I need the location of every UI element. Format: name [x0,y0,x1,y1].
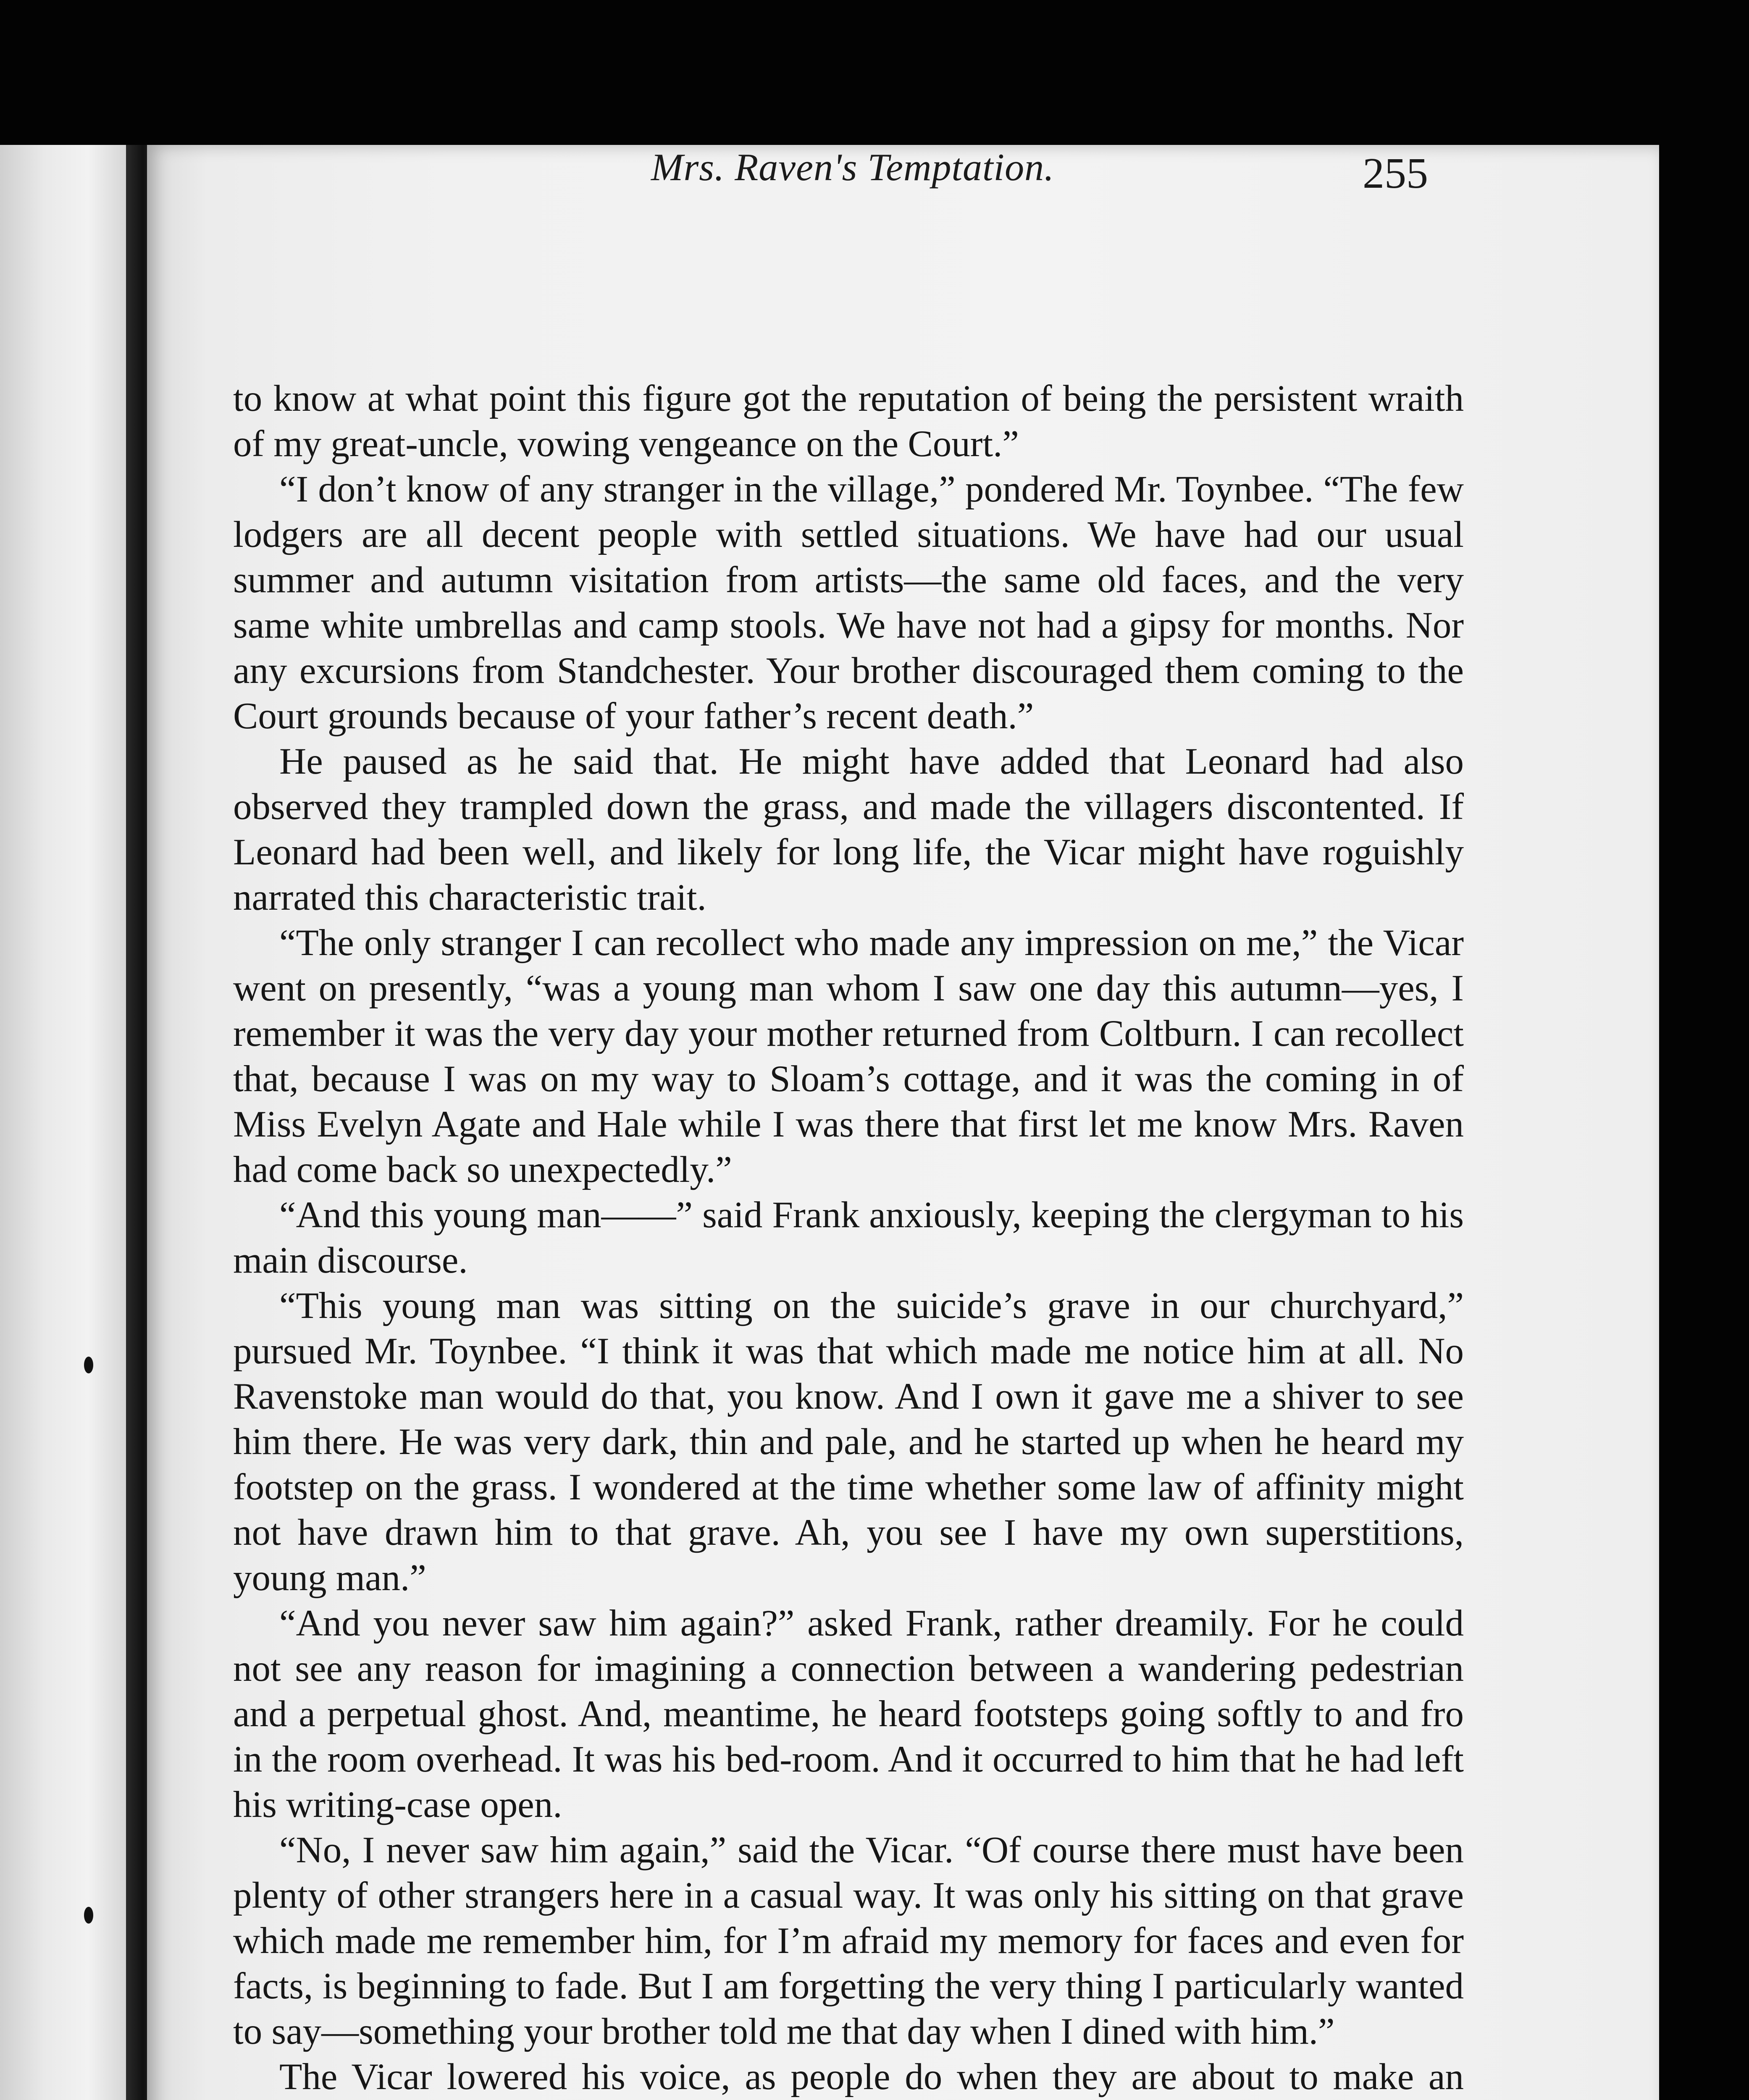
binding-mark [84,1357,93,1373]
paragraph: “This young man was sitting on the suicide’s grave in our churchyard,” pursued Mr. Toynbee. “I think it was that which made me notice him at all. No Ravenstoke man would do that, you know. And I own it gave me a shiver to see him there. He was very dark, thin and pale, and he started up when he heard my footstep on the grass. I wondered at the time whether some law of affinity might not have drawn him to that grave. Ah, you see I have my own superstitions, young man.” [233,1285,1464,1599]
paragraph: “I don’t know of any stranger in the village,” pondered Mr. Toynbee. “The few lodgers are all decent people with settled situations. We have had our usual summer and autumn visitation from artists—the same old faces, and the very same white umbrellas and camp stools. We have not had a gipsy for months. Nor any excursions from Standchester. Your brother discouraged them coming to the Court grounds because of your father’s recent death.” [233,469,1464,737]
page-number: 255 [1363,149,1428,197]
paragraph: “No, I never saw him again,” said the Vicar. “Of course there must have been plenty of other strangers here in a casual way. It was only his sitting on that grave which made me remember him, for I’m afraid my memory for faces and even for facts, is beginning to fade. But I am forgetting the very thing I particularly wanted to say—something your brother told me that day when I dined with him.” [233,1830,1464,2052]
paragraph: “And this young man——” said Frank anxiously, keeping the clergyman to his main discourse. [233,1194,1464,1281]
body-text [233,376,1464,2100]
paragraph: “The only stranger I can recollect who made any impression on me,” the Vicar went on presently, “was a young man whom I saw one day this autumn—yes, I remember it was the very day your mother returned from Coltburn. I can recollect that, because I was on my way to Sloam’s cottage, and it was the coming in of Miss Evelyn Agate and Hale while I was there that first let me know Mrs. Raven had come back so unexpectedly.” [233,922,1464,1190]
page-header [462,145,1428,204]
paragraph: The Vicar lowered his voice, as people do when they are about to make an [279,2056,1464,2097]
binding-mark [84,1907,93,1924]
paragraph: “And you never saw him again?” asked Frank, rather dreamily. For he could not see any reason for imagining a connection between a wandering pedestrian and a perpetual ghost. And, meantime, he heard footsteps going softly to and fro in the room overhead. It was his bed-room. And it occurred to him that he had left his writing-case open. [233,1603,1464,1825]
running-title: Mrs. Raven's Temptation. [651,146,1055,189]
facing-page-edge [0,145,126,2100]
paragraph: He paused as he said that. He might have added that Leonard had also observed they trampled down the grass, and made the villagers discontented. If Leonard had been well, and likely for long life, the Vicar might have roguishly narrated this characteristic trait. [233,741,1464,918]
paragraph: to know at what point this figure got the reputation of being the persistent wraith of my great-uncle, vowing vengeance on the Court.” [233,378,1464,465]
